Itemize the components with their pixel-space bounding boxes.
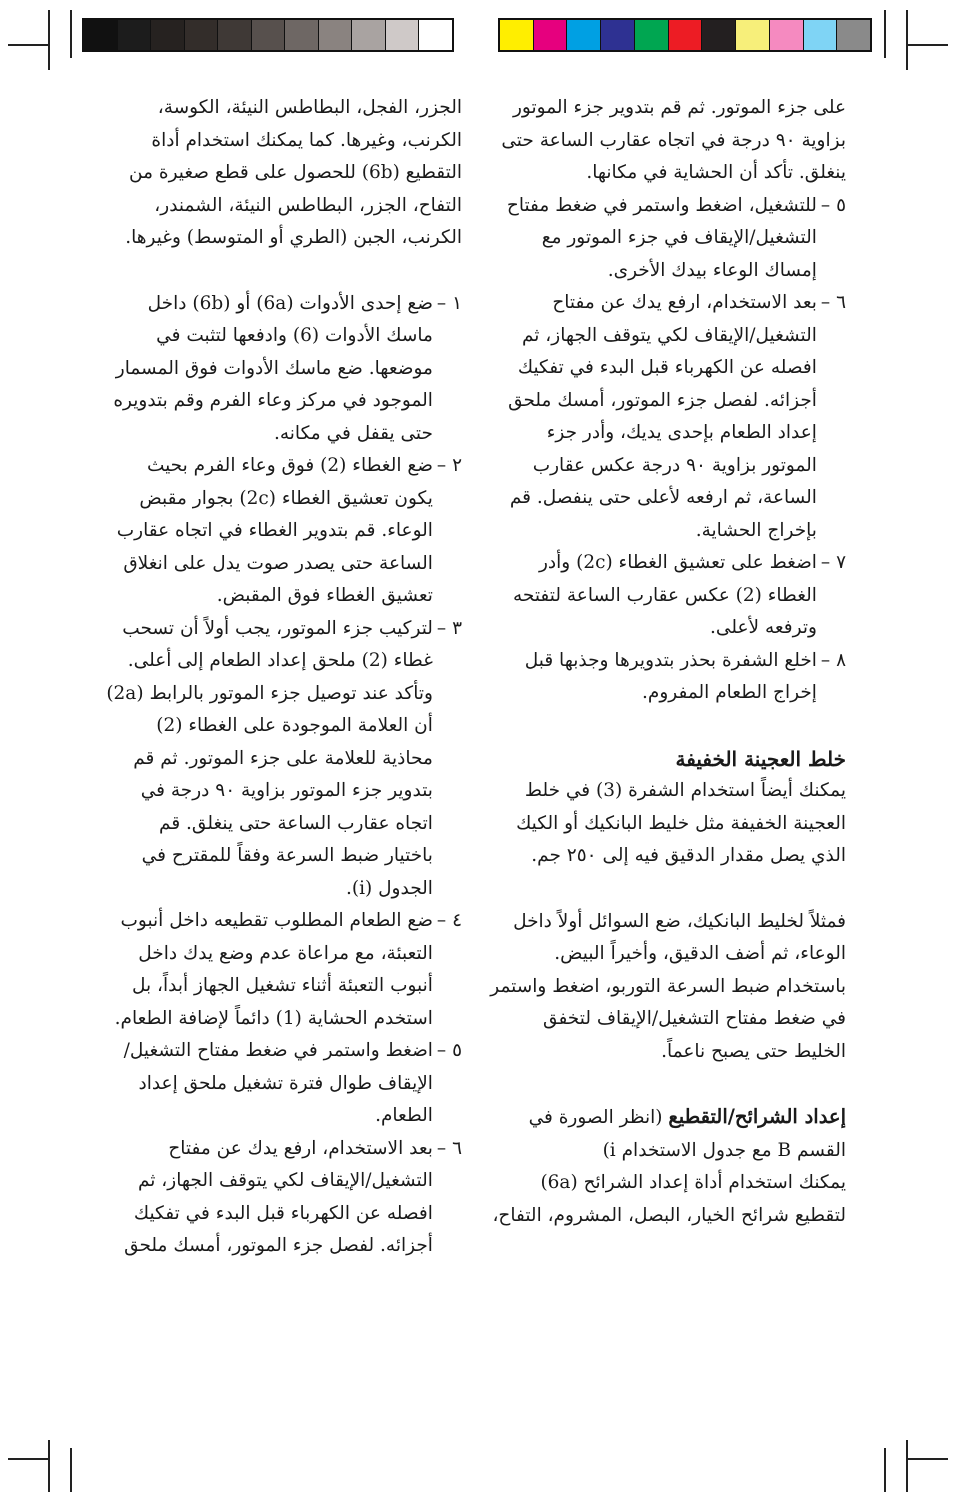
pancake-paragraph: فمثلاً لخليط البانكيك، ضع السوائل أولاً داخل الوعاء، ثم أضف الدقيق، وأخيراً البيض. باستخدام ضبط السرعة التوربو، اضغط واستمر في ضغط مفتاح التشغيل/الإيقاف لتخفق الخليط حتى يصبح ناعماً. (490, 910, 846, 1062)
list-item-number: ٦ – (820, 292, 846, 313)
slicer-paragraph: يمكنك استخدام أداة إعداد الشرائح (6a) لتقطيع شرائح الخيار، البصل، المشروم، التفاح، (492, 1172, 846, 1226)
list-item-number: ٦ – (436, 1137, 462, 1159)
list-item-number: ٨ – (820, 649, 846, 671)
crop-mark-top-left-h (8, 44, 48, 46)
list-item-text: ضع الغطاء (2) فوق وعاء الفرم بحيث يكون تعشيق الغطاء (2c) بجوار مقبض الوعاء. قم بتدوير الغطاء في اتجاه عقارب الساعة حتى يصدر صوت يدل على انغلاق تعشيق الغطاء فوق المقبض. (116, 455, 433, 606)
calibration-swatch (84, 20, 117, 50)
calibration-swatch (251, 20, 285, 50)
calibration-swatch (500, 20, 533, 50)
calibration-swatch (701, 20, 735, 50)
calibration-swatch (803, 20, 837, 50)
calibration-swatch (184, 20, 218, 50)
calibration-swatch (735, 20, 769, 50)
crop-mark-top-inner-l (70, 10, 72, 58)
slicer-note: (انظر الصورة في القسم B مع جدول الاستخدام i) (528, 1107, 846, 1161)
list-item (488, 645, 846, 710)
list-item-text: بعد الاستخدام، ارفع يدك عن مفتاح التشغيل/الإيقاف لكي يتوقف الجهاز، ثم افصله عن الكهرباء قبل البدء في تفكيك أجزائه. لفصل جزء الموتور، أمسك ملحق (124, 1137, 433, 1256)
list-item-number: ٤ – (436, 910, 462, 931)
calibration-swatch (284, 20, 318, 50)
list-item-text: ضع إحدى الأدوات (6a) أو (6b) داخل ماسك الأدوات (6) وادفعها لتثبت في موضعها. ضع ماسك الأدوات فوق المسمار الموجود في مركز وعاء الفرم وقم بتدويره حتى يقفل في مكانه. (113, 292, 433, 444)
calibration-swatch (533, 20, 567, 50)
crop-mark-bottom-right-v (906, 1440, 908, 1492)
calibration-swatch (634, 20, 668, 50)
list-item (488, 287, 846, 547)
calibration-swatch (769, 20, 803, 50)
calibration-swatch (600, 20, 634, 50)
list-item-text: لتركيب جزء الموتور، يجب أولاً أن تسحب غطاء (2) ملحق إعداد الطعام إلى أعلى. وتأكد عند توصيل جزء الموتور بالرابط (2a) أن العلامة الموجودة على الغطاء (2) محاذية للعلامة على جزء الموتور. ثم قم بتدوير جزء الموتور بزاوية ٩٠ درجة في اتجاه عقارب الساعة حتى ينغلق. قم باختيار ضبط السرعة وفقاً للمقترح في الجدول (i). (106, 617, 433, 899)
list-item (106, 288, 462, 451)
list-item (106, 1133, 462, 1263)
list-item-number: ٣ – (436, 617, 462, 639)
list-item-text: ضع الطعام المطلوب تقطيعه داخل أنبوب التعبئة، مع مراعاة عدم وضع يدك داخل أنبوب التعبئة أثناء تشغيل الجهاز أبداً، بل استخدم الحشاية (1) دائماً لإضافة الطعام. (114, 910, 433, 1029)
calibration-swatch (150, 20, 184, 50)
right-column (488, 92, 846, 1232)
list-item-number: ٥ – (436, 1040, 462, 1061)
list-item (106, 450, 462, 613)
crop-mark-bottom-inner-r (884, 1448, 886, 1492)
calibration-swatch (318, 20, 352, 50)
list-item-number: ٥ – (820, 194, 846, 216)
calibration-swatch (351, 20, 385, 50)
list-item-text: اضغط واستمر في ضغط مفتاح التشغيل/الإيقاف طوال فترة تشغيل ملحق إعداد الطعام. (123, 1040, 433, 1126)
crop-mark-bottom-right-h (908, 1458, 948, 1460)
crop-mark-bottom-left-h (8, 1458, 48, 1460)
crop-mark-bottom-inner-l (70, 1448, 72, 1492)
list-item-text: اخلع الشفرة بحذر بتدويرها وجذبها قبل إخراج الطعام المفروم. (524, 649, 817, 703)
calibration-swatch (385, 20, 419, 50)
list-item (488, 190, 846, 288)
color-calibration-bar (498, 18, 872, 52)
list-item (106, 1035, 462, 1133)
list-item-text: للتشغيل، اضغط واستمر في ضغط مفتاح التشغيل/الإيقاف في جزء الموتور مع إمساك الوعاء بيدك الأخرى. (506, 194, 817, 281)
calibration-swatch (836, 20, 870, 50)
calibration-swatch (566, 20, 600, 50)
left-column (106, 92, 462, 1263)
crop-mark-top-inner-r (884, 10, 886, 58)
crop-mark-top-right-h (908, 44, 948, 46)
crop-mark-top-right-v (906, 10, 908, 70)
crop-mark-top-left-v (48, 10, 50, 70)
list-item-number: ٧ – (820, 552, 846, 573)
list-item (488, 547, 846, 645)
calibration-swatch (418, 20, 452, 50)
batter-paragraph: يمكنك أيضاً استخدام الشفرة (3) في خلط العجينة الخفيفة مثل خليط البانكيك أو الكيك الذي يصل مقدار الدقيق فيه إلى ٢٥٠ جم. (516, 780, 846, 866)
list-item-number: ١ – (436, 292, 462, 314)
list-item-text: بعد الاستخدام، ارفع يدك عن مفتاح التشغيل/الإيقاف لكي يتوقف الجهاز، ثم افصله عن الكهرباء قبل البدء في تفكيك أجزائه. لفصل جزء الموتور، أمسك ملحق إعداد الطعام بإحدى يديك، وأدر جزء الموتور بزاوية ٩٠ درجة عكس عقارب الساعة، ثم ارفعه لأعلى حتى ينفصل. قم بإخراج الحشاية. (508, 292, 817, 541)
left-intro-paragraph: الجزر، الفجل، البطاطس النيئة، الكوسة، الكرنب، وغيرها. كما يمكنك استخدام أداة التقطيع (6b) للحصول على قطع صغيرة من التفاح، الجزر، البطاطس النيئة، الشمندر، الكرنب، الجبن (الطري أو المتوسط) وغيرها. (125, 97, 462, 248)
right-intro-paragraph: على جزء الموتور. ثم قم بتدوير جزء الموتور بزاوية ٩٠ درجة في اتجاه عقارب الساعة حتى ينغلق. تأكد أن الحشاية في مكانها. (501, 97, 846, 183)
calibration-swatch (117, 20, 151, 50)
section-heading-batter: خلط العجينة الخفيفة (675, 746, 846, 771)
list-item (106, 613, 462, 906)
slicer-intro (488, 1101, 846, 1167)
list-item (106, 905, 462, 1035)
calibration-swatch (668, 20, 702, 50)
grayscale-calibration-bar (82, 18, 454, 52)
list-item-text: اضغط على تعشيق الغطاء (2c) وأدر الغطاء (2) عكس عقارب الساعة لتفتحه وترفعه لأعلى. (512, 552, 817, 638)
list-item-number: ٢ – (436, 455, 462, 476)
calibration-swatch (217, 20, 251, 50)
section-heading-slicer: إعداد الشرائح/التقطيع (668, 1105, 846, 1128)
crop-mark-bottom-left-v (48, 1440, 50, 1492)
